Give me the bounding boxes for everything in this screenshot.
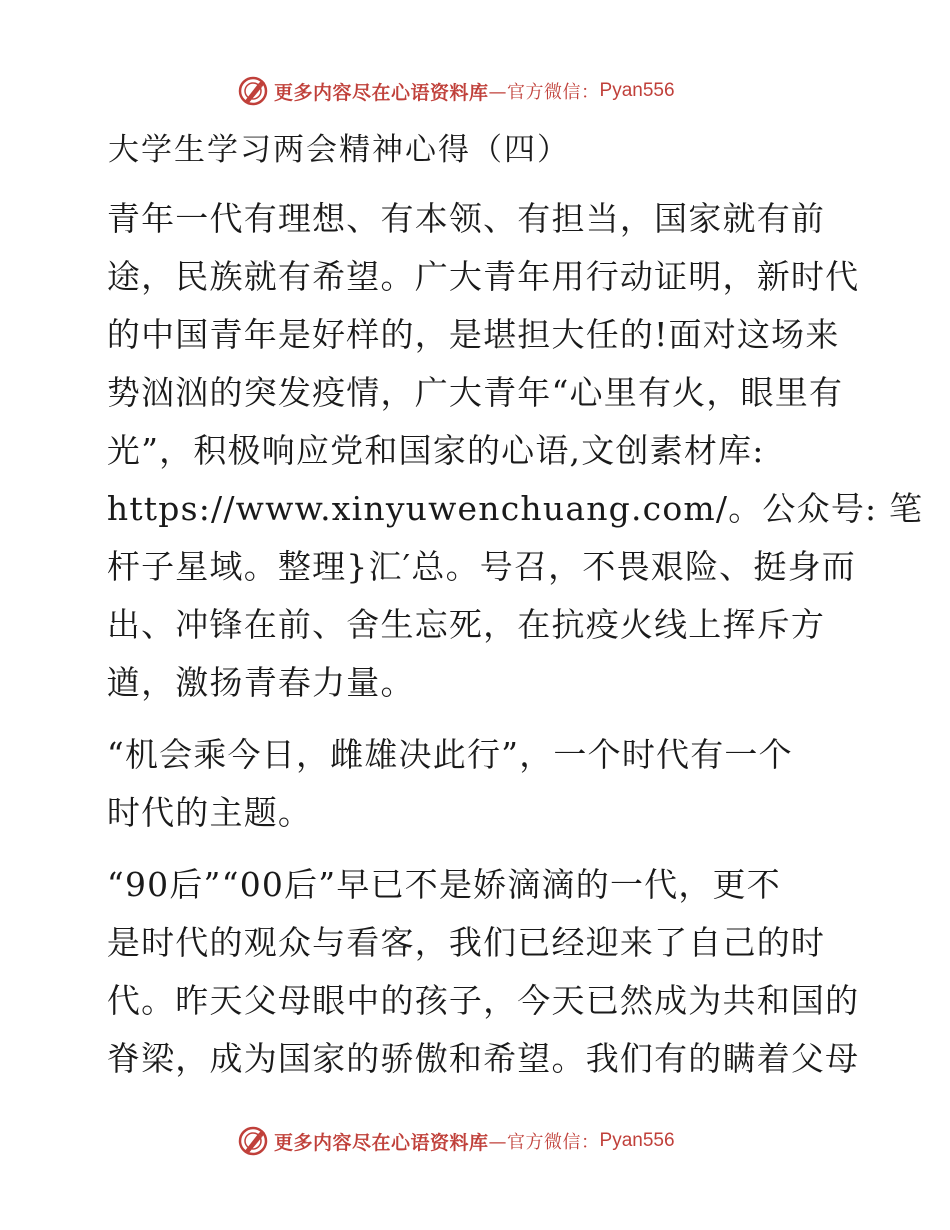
- paragraph-line: 光”，积极响应党和国家的心语,文创素材库:: [106, 431, 765, 470]
- paragraph-line: 途，民族就有希望。广大青年用行动证明，新时代: [106, 257, 860, 296]
- paragraph-line: 时代的主题。: [106, 793, 313, 832]
- header-banner-main: 更多内容尽在心语资料库: [274, 81, 489, 104]
- paragraph-line: 的中国青年是好样的，是堪担大任的!面对这场来: [106, 315, 840, 354]
- header-banner: [238, 74, 718, 108]
- footer-banner: [238, 1124, 718, 1158]
- header-banner-id: Pyan556: [599, 80, 675, 101]
- pen-logo-icon: [238, 76, 268, 106]
- paragraph-1: [97, 190, 924, 712]
- paragraph-line: 青年一代有理想、有本领、有担当，国家就有前: [106, 199, 826, 238]
- document-body: [97, 190, 924, 1102]
- paragraph-line: 出、冲锋在前、舍生忘死，在抗疫火线上挥斥方: [106, 605, 826, 644]
- paragraph-line: 杆子星域。整理}汇′总。号召，不畏艰险、挺身而: [106, 547, 856, 586]
- paragraph-line: 遒，激扬青春力量。: [106, 663, 415, 702]
- paragraph-line: 代。昨天父母眼中的孩子，今天已然成为共和国的: [106, 981, 860, 1020]
- footer-banner-sub: —官方微信：: [488, 1132, 600, 1153]
- paragraph-line: 是时代的观众与看客，我们已经迎来了自己的时: [106, 923, 826, 962]
- paragraph-line: “机会乘今日，雌雄决此行”，一个时代有一个: [106, 735, 793, 774]
- paragraph-line: 脊梁，成为国家的骄傲和希望。我们有的瞒着父母: [106, 1039, 860, 1078]
- pen-logo-icon: [238, 1126, 268, 1156]
- paragraph-2: [97, 726, 857, 842]
- paragraph-3: [97, 856, 860, 1088]
- footer-banner-id: Pyan556: [599, 1130, 675, 1151]
- header-banner-sub: —官方微信：: [488, 82, 600, 103]
- paragraph-line: https://www.xinyuwenchuang.com/。公众号: 笔: [106, 489, 924, 528]
- document-title: 大学生学习两会精神心得（四）: [108, 132, 570, 168]
- paragraph-line: 势汹汹的突发疫情，广大青年“心里有火，眼里有: [106, 373, 844, 412]
- footer-banner-main: 更多内容尽在心语资料库: [274, 1131, 489, 1154]
- paragraph-line: “90后”“00后”早已不是娇滴滴的一代，更不: [106, 865, 781, 904]
